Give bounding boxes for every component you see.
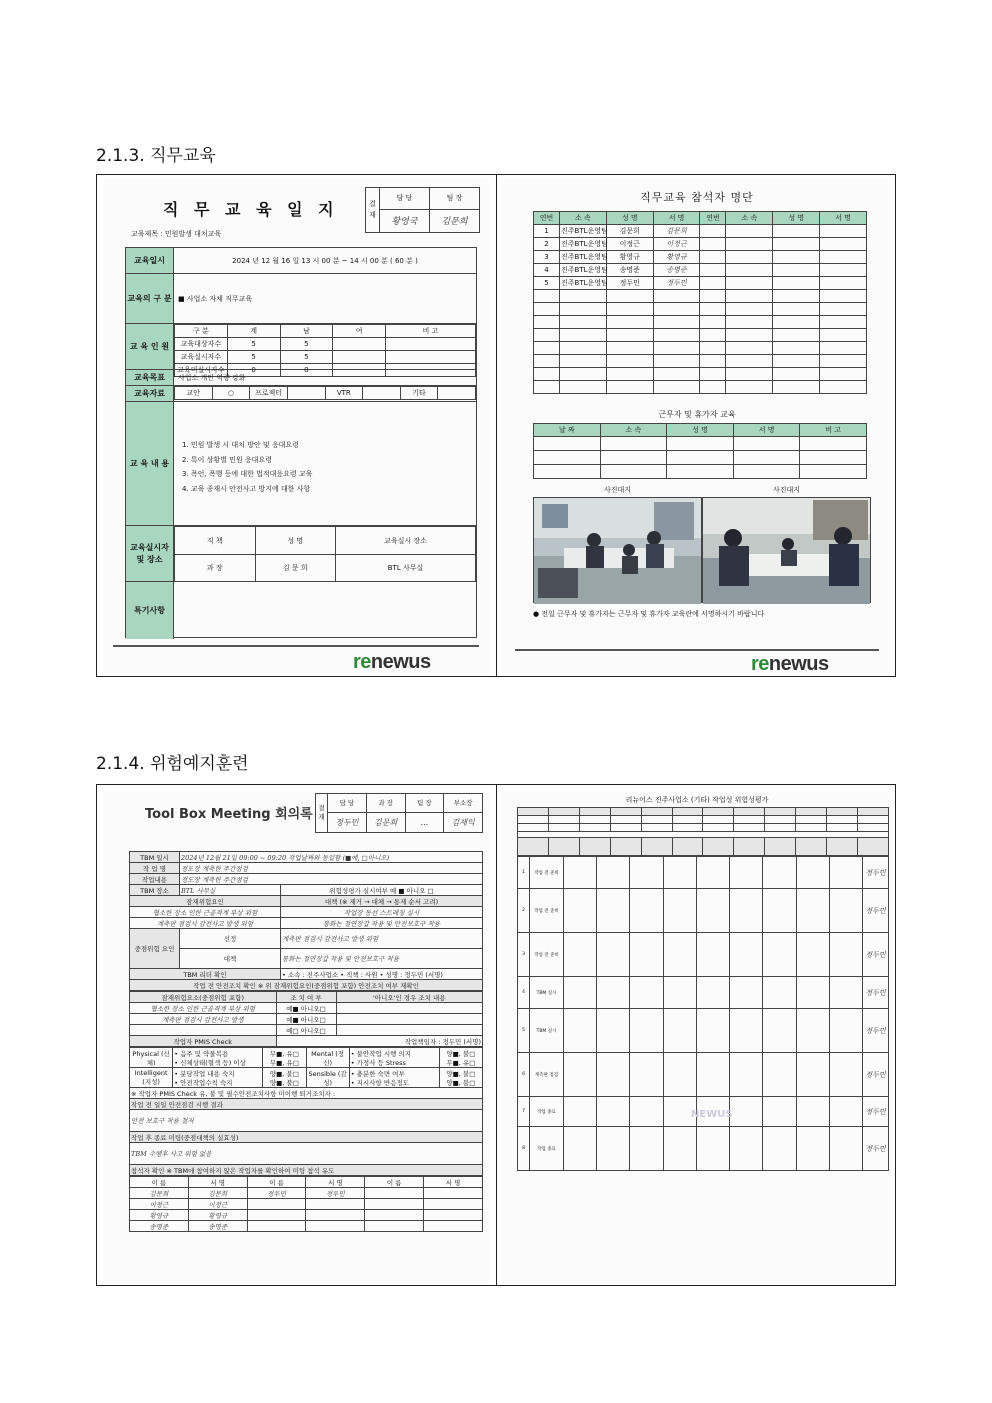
row-content (126, 402, 476, 526)
training-photo-2 (702, 486, 871, 603)
content-item: 3. 폭언, 폭행 등에 대한 법적대응요령 교육 (182, 470, 313, 479)
staff-cell (333, 351, 386, 364)
leader-value: • 소속 : 진주사업소 • 직책 : 사원 • 성명 : 정두민 (서명) (281, 969, 483, 980)
tbm-approval-header: 과 장 (366, 794, 405, 813)
att-header: 연번 (534, 212, 560, 225)
attend-header: 서 명 (306, 1177, 365, 1188)
staff-header: 여 (333, 325, 386, 338)
staff-cell: 교육미실시자수 (175, 364, 228, 377)
risk-sign: 정두민 (863, 977, 889, 1009)
pre-result-label: 작업 전 일일 안전점검 시행 결과 (130, 1099, 483, 1110)
precheck-cell: 예■ 아니오□ (276, 1003, 336, 1014)
type-value: ■ 사업소 자체 직무교육 (178, 294, 253, 303)
staff-cell: 교육대상자수 (175, 338, 228, 351)
staff-cell: 5 (280, 351, 333, 364)
material-cell: 교안 (175, 387, 213, 400)
staff-cell: 5 (227, 351, 280, 364)
date-value: 2024 년 12 월 16 일 13 시 00 분 ~ 14 시 00 분 ( 60 분 ) (232, 256, 418, 265)
precheck-cell (336, 1014, 483, 1025)
risk-row: 1 작업 전 준비 정두민 (518, 857, 889, 889)
place-label: TBM 장소 (130, 885, 180, 896)
content-item: 4. 교육 종재시 안전사고 방지에 대한 사항 (182, 485, 311, 494)
job-training-frame (96, 174, 896, 677)
instructor-table (174, 526, 476, 582)
notes-label: 특기사항 (126, 582, 174, 639)
row-goal (126, 370, 476, 386)
edu-log-grid (125, 247, 477, 638)
renewus-logo: renewus (751, 653, 829, 675)
key-risk-label: 중점위험 요인 (130, 929, 180, 969)
risk-eval: 위험성평가 실시여부 예 ■ 아니오 □ (281, 885, 483, 896)
content-label: 교 육 내 용 (126, 402, 174, 525)
photo-caption: 사진대지 (772, 486, 801, 494)
leader-label: TBM 리더 확인 (130, 969, 281, 980)
staff-cell: 5 (227, 338, 280, 351)
precheck-header: 잠재위험요소(중점위험 포함) (130, 992, 277, 1003)
leave-table (533, 423, 867, 479)
key-select-value: 계측판 점검시 감전사고 발생 위험 (281, 929, 483, 949)
att-header: 소 속 (560, 212, 607, 225)
row-date (126, 248, 476, 274)
precheck-cell: 예□ 아니오□ (276, 1025, 336, 1036)
risk-step: TBM 실시 (530, 977, 564, 1009)
pmis-cell: • 충분한 숙면 여부 • 지시사항 반응정도 (349, 1068, 439, 1088)
precheck-cell: 협소한 장소 인한 근골격계 부상 위험 (130, 1003, 277, 1014)
risk-sign: 정두민 (863, 1127, 889, 1171)
staff-cell: 0 (227, 364, 280, 377)
measure-cell: 작업장 동선 스트레칭 실시 (281, 907, 483, 918)
leave-header: 서 명 (733, 424, 800, 437)
staff-label: 교 육 인 원 (126, 324, 174, 369)
staff-cell (333, 338, 386, 351)
precheck-cell: 계측판 점검시 감전사고 발생 (130, 1014, 277, 1025)
approval-header-2: 팀 장 (430, 188, 480, 210)
content-item: 2. 특이 상황별 민원 응대요령 (182, 455, 272, 464)
edu-log-approval (365, 187, 480, 233)
material-cell: 프로젝터 (250, 387, 288, 400)
content-list (182, 438, 312, 497)
row-notes (126, 582, 476, 639)
attend-row: 황영규 황영규 (130, 1210, 483, 1221)
attend-row: 송명준 송명준 (130, 1221, 483, 1232)
section-title-risk-training: 2.1.4. 위험예지훈련 (96, 754, 249, 774)
instructor-value: 과 장 (175, 555, 256, 582)
pmis-cell: Sensible (감성) (306, 1068, 349, 1088)
pmis-cell: • 음주 및 약물복용 • 신체상태(혈색 등) 이상 (173, 1048, 263, 1068)
attend-header: 서 명 (424, 1177, 483, 1188)
pmis-cell: Physical (신체) (130, 1048, 173, 1068)
attend-row: 이정근 이정근 (130, 1199, 483, 1210)
risk-row: 2 작업 전 준비 정두민 (518, 889, 889, 933)
tbm-approval-sign: ... (405, 812, 444, 832)
tbm-form (129, 851, 483, 1232)
photo-caption: 사진대지 (603, 486, 632, 494)
key-select-label: 선정 (180, 929, 281, 949)
att-row: 4 진주BTL운영팀 송명준 송명준 (534, 264, 867, 277)
office-photo-2 (703, 498, 870, 604)
risk-row: 3 작업 전 준비 정두민 (518, 933, 889, 977)
material-cell (438, 387, 476, 400)
precheck-header: 조 치 여 부 (276, 992, 336, 1003)
staff-header: 구 분 (175, 325, 228, 338)
tbm-approval-sign: 김문희 (366, 812, 405, 832)
att-row: 5 진주BTL운영팀 정두민 정두민 (534, 277, 867, 290)
risk-header-table (517, 807, 889, 856)
precheck-cell: 예■ 아니오□ (276, 1014, 336, 1025)
approval-sign-1: 황영국 (380, 209, 430, 232)
att-header: 서 명 (653, 212, 700, 225)
footer-rule (515, 649, 879, 651)
instructor-header: 교육실시 장소 (336, 527, 476, 555)
approval-side-label: 결 재 (366, 188, 380, 233)
attend-row: 김문희 김문희 정두민 정두민 (130, 1188, 483, 1199)
risk-row: 5 TBM 실시 정두민 (518, 1009, 889, 1053)
attendance-note: ● 전일 근무자 및 휴가자는 근무자 및 휴가자 교육란에 서명하시기 바랍니다 (533, 610, 765, 618)
precheck-cell (336, 1003, 483, 1014)
risk-body-table (517, 856, 889, 1171)
tbm-approval-header: 팀 장 (405, 794, 444, 813)
attend-header: 서 명 (188, 1177, 247, 1188)
material-cell: VTR (325, 387, 363, 400)
photo-area (533, 486, 867, 603)
instructor-header: 직 책 (175, 527, 256, 555)
risk-step: 작업 전 준비 (530, 933, 564, 977)
leave-header: 성 명 (667, 424, 734, 437)
section-title-job-training: 2.1.3. 직무교육 (96, 146, 216, 166)
material-label: 교육자료 (126, 386, 174, 401)
edu-subject: 교육제목 : 민원발생 대처교육 (131, 230, 222, 238)
risk-training-frame (96, 784, 896, 1286)
post-value: TBM 수행후 사고 위험 없음 (130, 1143, 483, 1165)
material-cell (287, 387, 325, 400)
att-row: 3 진주BTL운영팀 황영규 황영규 (534, 251, 867, 264)
risk-assessment-panel (501, 789, 893, 1283)
edu-log-title: 직 무 교 육 일 지 (163, 200, 339, 219)
instructor-label: 교육실시자 및 장소 (126, 526, 174, 581)
risk-row: 4 TBM 실시 정두민 (518, 977, 889, 1009)
watermark-text: NEWUS (691, 1109, 733, 1120)
tbm-table-precheck (129, 991, 483, 1047)
work-content-label: 작업내용 (130, 874, 180, 885)
pmis-cell: 양■, 불□ 양■, 불□ (439, 1068, 482, 1088)
leave-title: 근무자 및 휴가자 교육 (658, 410, 736, 419)
pmis-cell: Mental (정신) (306, 1048, 349, 1068)
pmis-cell: Intelligent (지성) (130, 1068, 173, 1088)
att-header: 연번 (700, 212, 726, 225)
risk-row: 8 작업 종료 정두민 (518, 1127, 889, 1171)
measure-cell: 통화는 절연장갑 착용 및 안전보호구 착용 (281, 918, 483, 929)
renewus-logo: renewus (353, 651, 431, 673)
pmis-cell: 양■, 불□ 무■, 유□ (439, 1048, 482, 1068)
attendance-title: 직무교육 참석자 명단 (640, 191, 754, 204)
footer-rule (113, 645, 479, 647)
att-header: 서 명 (820, 212, 867, 225)
risk-step: 작업 종료 (530, 1097, 564, 1127)
pmis-title: 작업자 PMIS Check (130, 1036, 277, 1047)
tbm-approval-header: 담 당 (328, 794, 367, 813)
work-name-value: 정도장 계측한 주간점검 (180, 863, 483, 874)
type-label: 교육의 구 분 (126, 274, 174, 323)
risk-sign: 정두민 (863, 1053, 889, 1097)
material-table (174, 386, 476, 400)
pmis-cell: 무■, 유□ 무■, 유□ (263, 1048, 306, 1068)
attend-label: 참석자 확인 ※ TBM에 참여하지 않은 작업자를 확인하여 미팅 참석 유도 (130, 1165, 483, 1176)
row-instructor (126, 526, 476, 582)
attend-header: 이 름 (247, 1177, 306, 1188)
risk-row: 6 계측판 점검 정두민 (518, 1053, 889, 1097)
tbm-approval-side: 결 재 (316, 794, 328, 833)
risk-step: 계측판 점검 (530, 1053, 564, 1097)
risk-step: 작업 종료 (530, 1127, 564, 1171)
attendance-table (533, 211, 867, 394)
staff-header: 계 (227, 325, 280, 338)
material-cell: ○ (212, 387, 250, 400)
pmis-worker: 작업책임자 : 정두민 (서명) (276, 1036, 483, 1047)
staff-cell (386, 338, 476, 351)
content-item: 1. 민원 발생 시 대처 방안 및 응대요령 (182, 441, 299, 449)
instructor-header: 성 명 (255, 527, 336, 555)
frame-divider (496, 785, 497, 1285)
material-cell: 기타 (400, 387, 438, 400)
tbm-attend-table (129, 1176, 483, 1232)
risk-row: 7 작업 종료 정두민 (518, 1097, 889, 1127)
row-material (126, 386, 476, 402)
hazard-cell: 계측판 점검시 감전사고 발생 위험 (130, 918, 281, 929)
row-staff (126, 324, 476, 374)
hazard-cell: 협소한 장소 인한 근골격계 부상 위험 (130, 907, 281, 918)
leave-header: 날 짜 (534, 424, 601, 437)
hazard-header: 잠재위험요인 (130, 896, 281, 907)
attendance-panel (501, 179, 893, 674)
pmis-cell: • 불안작업 시행 의지 • 가정사 등 Stress (349, 1048, 439, 1068)
staff-header: 남 (280, 325, 333, 338)
work-content-value: 정도장 계측한 주간점검 (180, 874, 483, 885)
tbm-approval-sign: 정두민 (328, 812, 367, 832)
staff-cell (386, 351, 476, 364)
training-photo-1 (533, 486, 702, 603)
precheck-cell (130, 1025, 277, 1036)
risk-sign: 정두민 (863, 1009, 889, 1053)
pmis-cell: • 분당작업 내용 숙지 • 안전작업수칙 숙지 (173, 1068, 263, 1088)
pre-check-title: 작업 전 안전조치 확인 ※ 위 잠재위험요인(중점위험 포함) 안전조치 여부 재확인 (130, 980, 483, 991)
attend-header: 이 름 (130, 1177, 189, 1188)
tbm-title: Tool Box Meeting 회의록 (145, 807, 313, 822)
risk-step: 작업 전 준비 (530, 889, 564, 933)
att-row: 1 진주BTL운영팀 김문희 김문희 (534, 225, 867, 238)
tbm-approval-header: 부소장 (444, 794, 483, 813)
staff-cell: 교육실시자수 (175, 351, 228, 364)
post-label: 작업 후 종료 미팅(중점대책의 실효성) (130, 1132, 483, 1143)
approval-sign-2: 김문희 (430, 209, 480, 232)
risk-step: 작업 전 준비 (530, 857, 564, 889)
work-name-label: 작 업 명 (130, 863, 180, 874)
row-type (126, 274, 476, 324)
risk-sign: 정두민 (863, 933, 889, 977)
instructor-value: BTL 사무실 (336, 555, 476, 582)
material-cell (363, 387, 401, 400)
precheck-header: '아니오'인 경우 조치 내용 (336, 992, 483, 1003)
place-value: BTL 사무실 (180, 885, 281, 896)
date-label: 교육일시 (126, 248, 174, 273)
risk-sign: 정두민 (863, 889, 889, 933)
risk-assessment-title: 리뉴어스 진주사업소 (기타) 작업성 위험성평가 (625, 796, 769, 804)
staff-cell: 5 (280, 338, 333, 351)
edu-log-panel (103, 179, 489, 674)
pmis-cell: 양■, 불□ 양■, 불□ (263, 1068, 306, 1088)
tbm-table-top (129, 851, 483, 991)
key-measure-value: 통화는 절연장갑 착용 및 안전보호구 착용 (281, 949, 483, 969)
approval-header-1: 담 당 (380, 188, 430, 210)
key-measure-label: 대책 (180, 949, 281, 969)
staff-header: 비 고 (386, 325, 476, 338)
risk-sign: 정두민 (863, 857, 889, 889)
precheck-cell (336, 1025, 483, 1036)
staff-cell: 0 (280, 364, 333, 377)
att-header: 소 속 (726, 212, 773, 225)
risk-sign: 정두민 (863, 1097, 889, 1127)
tbm-date-label: TBM 일시 (130, 852, 180, 863)
leave-header: 비 고 (800, 424, 867, 437)
leave-header: 소 속 (600, 424, 667, 437)
tbm-approval-sign: 김재익 (444, 812, 483, 832)
goal-value: 사업소 개인 역량 강화 (178, 373, 246, 382)
tbm-panel (103, 789, 489, 1283)
pmis-note: ※ 작업자 PMIS Check 유, 불 및 필수안전조치사항 미이행 퇴거조치자 : (130, 1088, 483, 1099)
instructor-value: 김 문 희 (255, 555, 336, 582)
tbm-date-value: 2024년 12월 21일 09:00 ~ 09:20 작업날짜와 동일함 (■예, □아니오) (180, 852, 483, 863)
att-row: 2 진주BTL운영팀 이정근 이정근 (534, 238, 867, 251)
att-header: 성 명 (606, 212, 653, 225)
attend-header: 이 름 (365, 1177, 424, 1188)
risk-step: TBM 실시 (530, 1009, 564, 1053)
frame-divider (496, 175, 497, 676)
office-photo-1 (534, 498, 701, 604)
tbm-table-pmis (129, 1047, 483, 1176)
measure-header: 대책 (※ 제거 → 대체 → 통제 순서 고려) (281, 896, 483, 907)
goal-label: 교육목표 (126, 370, 174, 385)
pre-result-value: 안전 보호구 착용 철저 (130, 1110, 483, 1132)
tbm-approval (315, 793, 483, 833)
att-header: 성 명 (773, 212, 820, 225)
